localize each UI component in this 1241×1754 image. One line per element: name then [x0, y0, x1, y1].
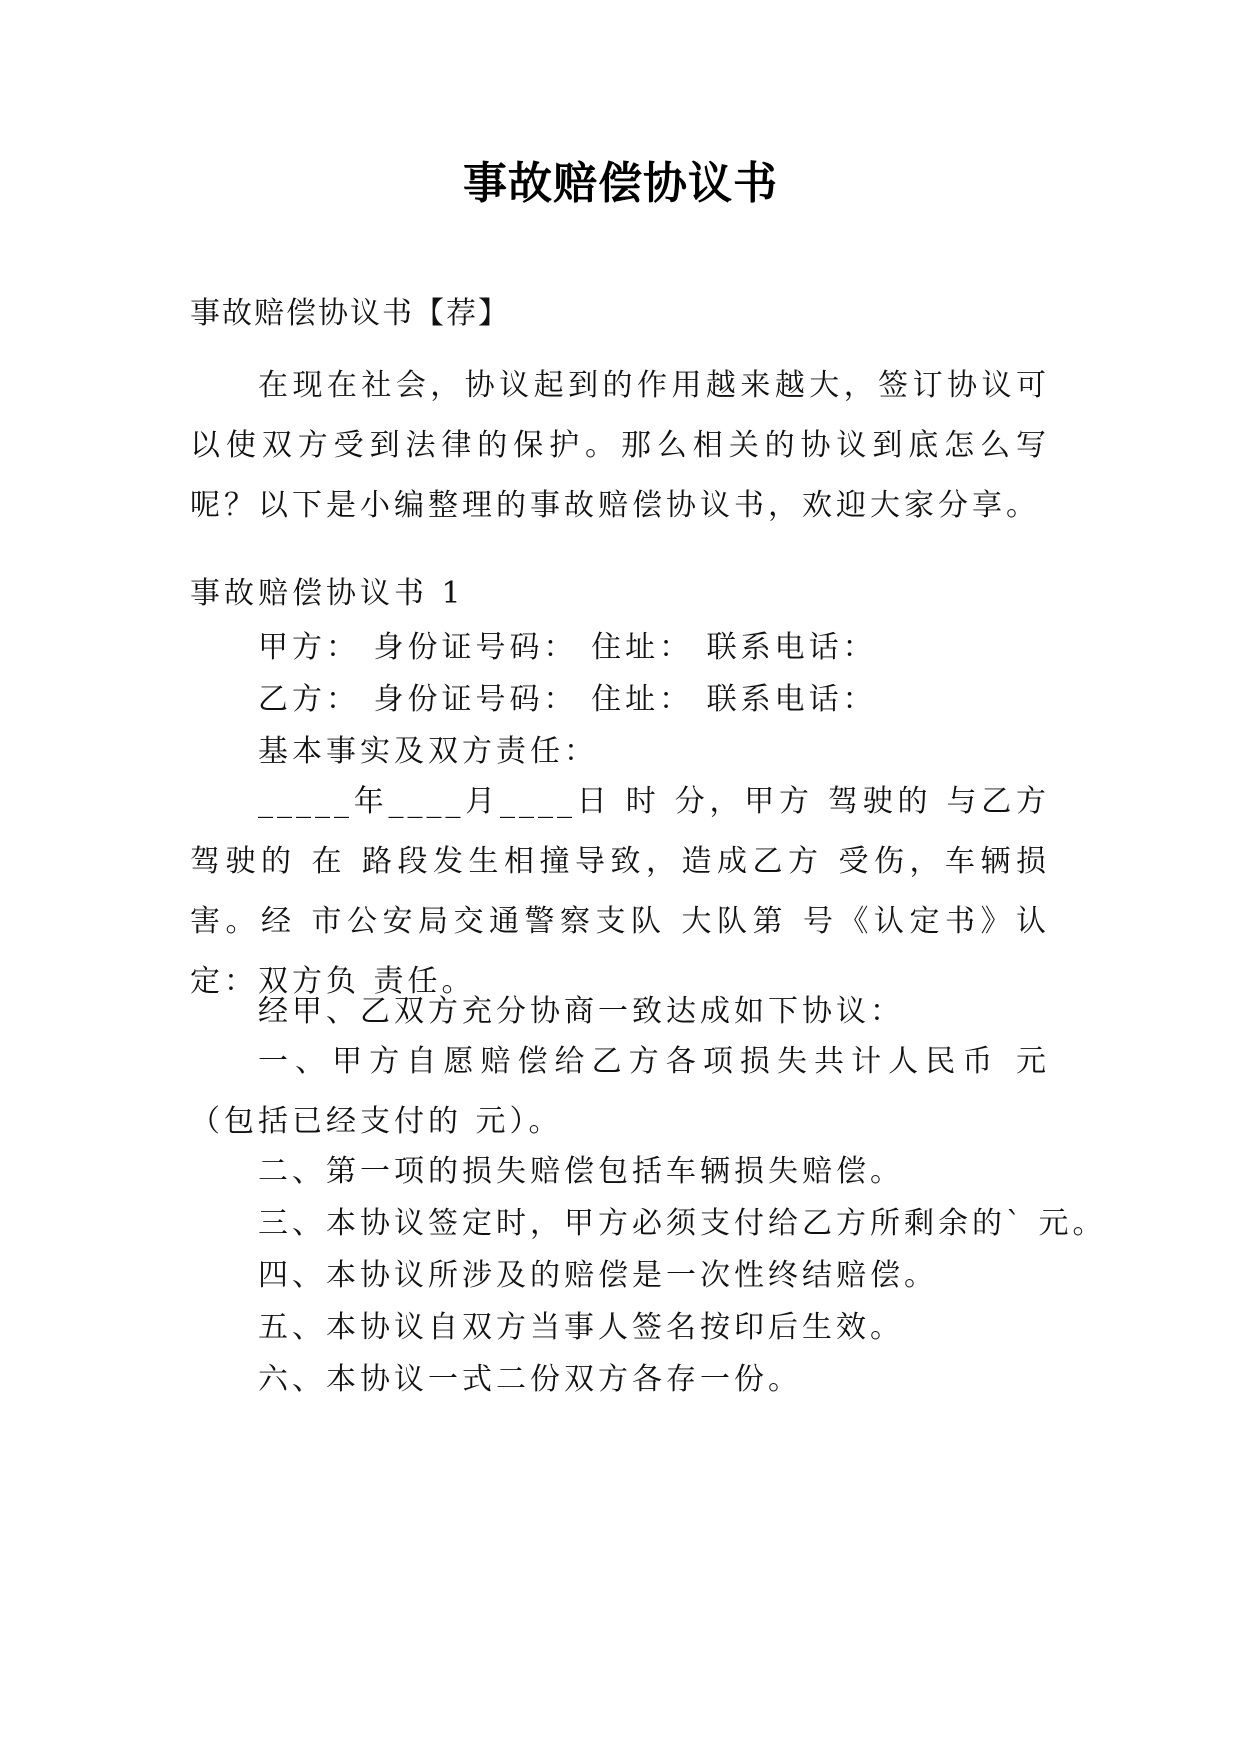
facts-heading: 基本事实及双方责任：	[258, 734, 598, 769]
clause-1: 一、甲方自愿赔偿给乙方各项损失共计人民币 元（包括已经支付的 元）。	[190, 1044, 1050, 1139]
document-title: 事故赔偿协议书	[463, 158, 778, 209]
intro-paragraph: 在现在社会，协议起到的作用越来越大，签订协议可以使双方受到法律的保护。那么相关的协议到底怎么写呢？以下是小编整理的事故赔偿协议书，欢迎大家分享。	[190, 368, 1050, 523]
clause-2: 二、第一项的损失赔偿包括车辆损失赔偿。	[258, 1154, 904, 1189]
agreement-intro: 经甲、乙双方充分协商一致达成如下协议：	[258, 994, 904, 1029]
clause-5: 五、本协议自双方当事人签名按印后生效。	[258, 1310, 904, 1345]
facts-paragraph: _____年____月____日 时 分，甲方 驾驶的 与乙方 驾驶的 在 路段发生相撞导致，造成乙方 受伤，车辆损害。经 市公安局交通警察支队 大队第 号《认定书》认定：双方负 责任。	[190, 784, 1050, 999]
section-title: 事故赔偿协议书 1	[190, 576, 465, 611]
party-a-line: 甲方： 身份证号码： 住址： 联系电话：	[258, 630, 877, 665]
document-subtitle: 事故赔偿协议书【荐】	[190, 296, 510, 331]
clause-4: 四、本协议所涉及的赔偿是一次性终结赔偿。	[258, 1258, 938, 1293]
clause-3: 三、本协议签定时，甲方必须支付给乙方所剩余的` 元。	[258, 1206, 1107, 1241]
clause-6: 六、本协议一式二份双方各存一份。	[258, 1362, 802, 1397]
party-b-line: 乙方： 身份证号码： 住址： 联系电话：	[258, 682, 877, 717]
